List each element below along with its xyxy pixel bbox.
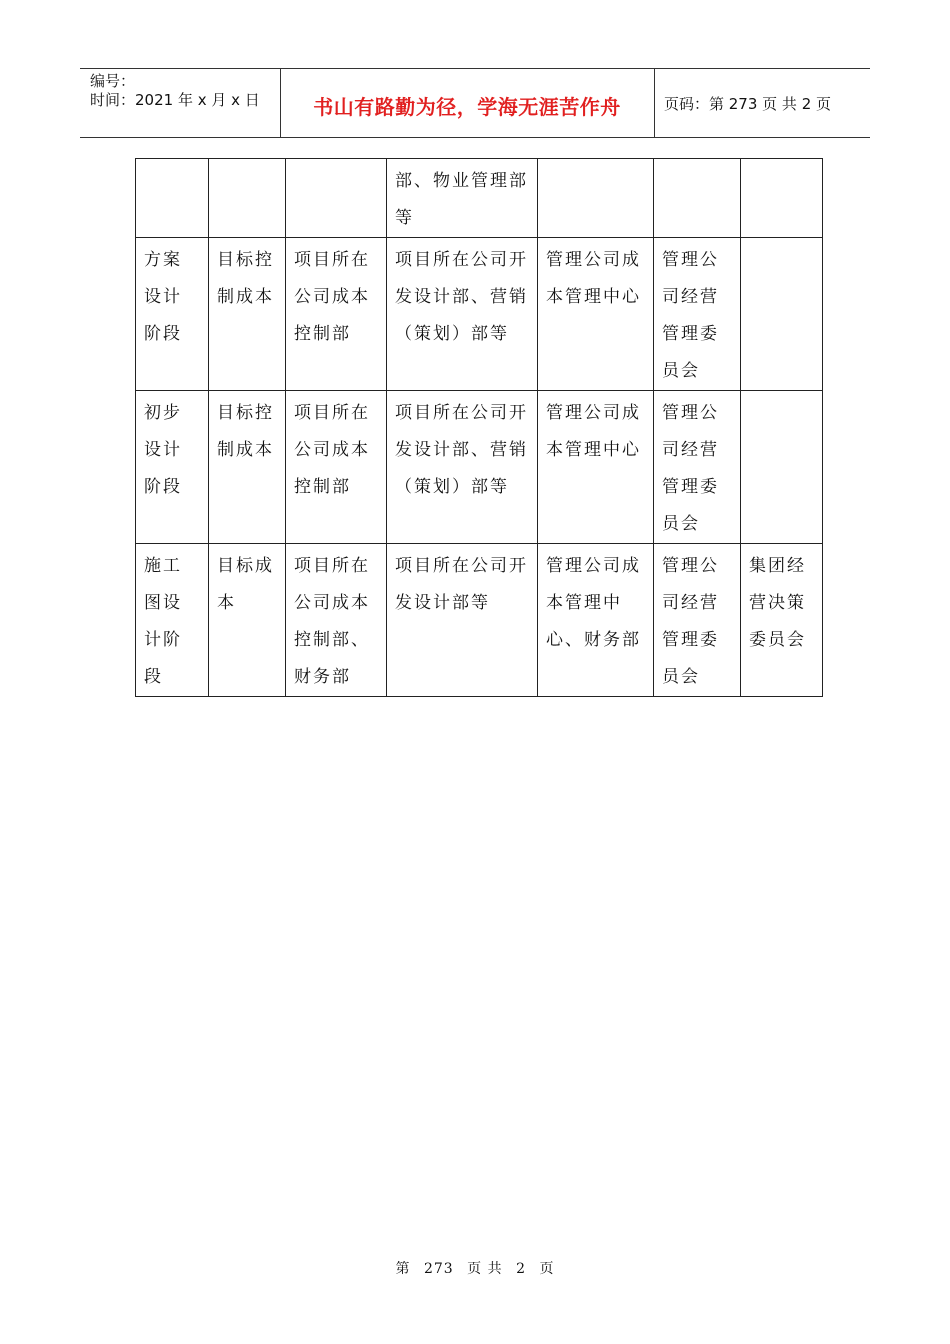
- table-row: [136, 159, 823, 238]
- footer-page-mid: 页 共: [467, 1261, 503, 1277]
- table-cell: 管理公司经营管理委员会: [654, 238, 741, 391]
- table-row: [136, 238, 823, 391]
- table-cell: 管理公司经营管理委员会: [654, 544, 741, 697]
- header-meta: [90, 72, 260, 110]
- document-number-label: 编号：: [90, 72, 136, 90]
- table-cell: [741, 391, 823, 544]
- document-date: 时间：2021 年 x 月 x 日: [90, 91, 260, 109]
- footer-page-total: 2: [516, 1261, 526, 1277]
- footer-page-number: 273: [423, 1261, 454, 1277]
- table-cell: 项目所在公司成本控制部: [286, 391, 387, 544]
- table-cell: 项目所在公司开发设计部、营销（策划）部等: [387, 238, 538, 391]
- page-footer: [0, 1258, 950, 1278]
- table-cell: 管理公司成本管理中心、财务部: [538, 544, 654, 697]
- table-row: [136, 391, 823, 544]
- footer-page-suffix: 页: [539, 1261, 555, 1277]
- table-row: [136, 544, 823, 697]
- document-header: [80, 68, 870, 138]
- table-cell: 目标控制成本: [209, 391, 286, 544]
- table-cell: [741, 159, 823, 238]
- cost-control-table: [135, 158, 823, 697]
- table-cell: [136, 159, 209, 238]
- header-divider: [654, 69, 655, 137]
- table-cell: 目标控制成本: [209, 238, 286, 391]
- table-cell: 项目所在公司成本控制部、财务部: [286, 544, 387, 697]
- table-cell: 项目所在公司开发设计部、营销（策划）部等: [387, 391, 538, 544]
- table-cell: [209, 159, 286, 238]
- table-cell: [538, 159, 654, 238]
- header-page-number: 页码：第 273 页 共 2 页: [664, 95, 832, 113]
- table-cell: 管理公司成本管理中心: [538, 391, 654, 544]
- table-cell: 初步设计阶段: [136, 391, 209, 544]
- table-cell: 部、物业管理部等: [387, 159, 538, 238]
- table-cell: 管理公司经营管理委员会: [654, 391, 741, 544]
- table-cell: 施工图设计阶段: [136, 544, 209, 697]
- table-cell: [741, 238, 823, 391]
- table-cell: 管理公司成本管理中心: [538, 238, 654, 391]
- table-cell: 集团经营决策委员会: [741, 544, 823, 697]
- header-motto: 书山有路勤为径，学海无涯苦作舟: [313, 95, 621, 119]
- footer-page-prefix: 第: [395, 1261, 411, 1277]
- table-cell: 方案设计阶段: [136, 238, 209, 391]
- table-cell: [654, 159, 741, 238]
- table-cell: [286, 159, 387, 238]
- table-cell: 项目所在公司成本控制部: [286, 238, 387, 391]
- table-cell: 项目所在公司开发设计部等: [387, 544, 538, 697]
- table-cell: 目标成本: [209, 544, 286, 697]
